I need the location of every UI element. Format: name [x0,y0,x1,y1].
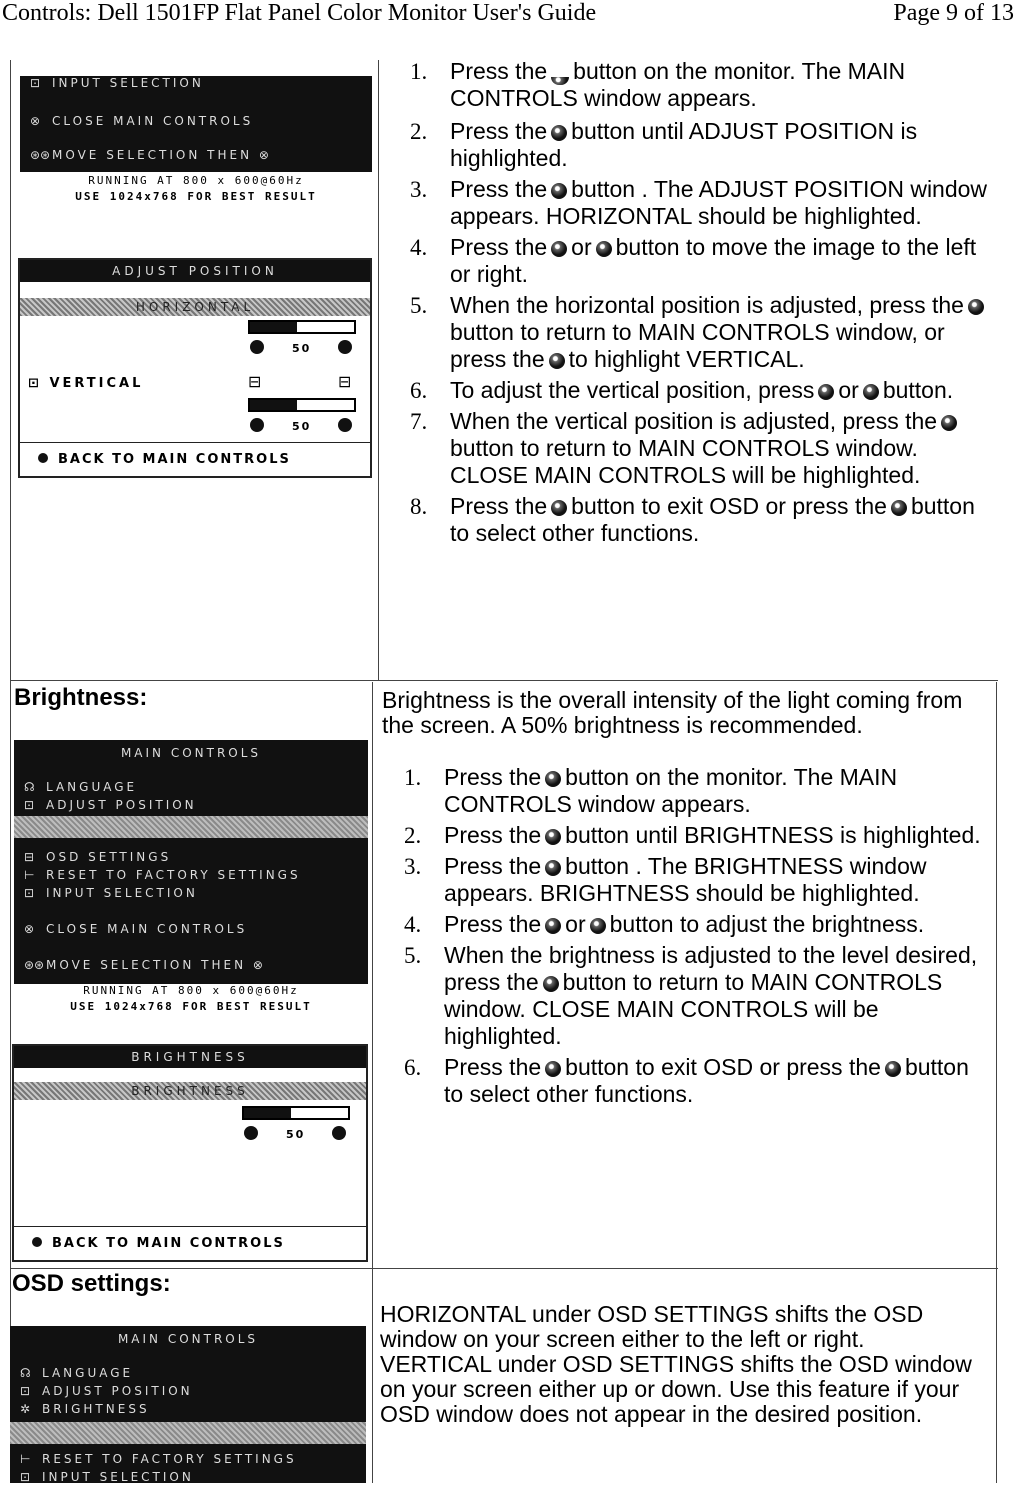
highlighted-item: BRIGHTNESS [14,1082,366,1100]
input-icon: ⊡ [20,1470,31,1484]
back-icon [32,1237,42,1247]
vertical-value: 50 [292,420,312,433]
vertical-label: ⊡ VERTICAL [28,376,144,391]
right-button-icon [590,918,606,934]
resolution-caption: RUNNING AT 800 x 600@60Hz [88,174,304,187]
close-icon: ⊗ [24,922,35,936]
resolution-caption: RUNNING AT 800 x 600@60Hz [83,984,299,997]
menu-button-icon [543,976,559,992]
row-divider [10,1268,998,1269]
menu-button-icon [551,77,569,85]
osd-row: ⊟ OSD SETTINGS [24,850,172,864]
horizontal-value: 50 [292,342,312,355]
list-item: 1. Press the button on the monitor. The MAIN CONTROLS window appears. [410,58,906,111]
list-item: 3. Press the button . The ADJUST POSITION window appears. HORIZONTAL should be highlighted. [410,176,988,229]
left-button-icon [818,384,834,400]
minus-button-icon [250,418,264,432]
brightness-value: 50 [286,1128,306,1141]
osd-highlight-row [10,1422,366,1444]
left-button-icon [545,918,561,934]
doc-title: Controls: Dell 1501FP Flat Panel Color Monitor User's Guide [2,0,597,26]
down-button-icon [551,125,567,141]
osd-settings-heading: OSD settings: [12,1270,171,1297]
menu-button-icon [968,299,984,315]
list-item: 5. When the brightness is adjusted to the level desired, press the button to return to MAIN CONTROLS window. CLOSE MAIN CONTROLS will be highlighted. [404,942,978,1049]
back-to-main-controls: BACK TO MAIN CONTROLS [38,452,291,467]
left-button-icon [551,241,567,257]
brightness-osd-main-controls [14,740,368,984]
table-border-left [10,60,11,1483]
minus-button-icon [250,340,264,354]
osd-highlight-row [14,816,368,838]
osd-row: ⊡ INPUT SELECTION [30,76,204,90]
osd-settings-description: HORIZONTAL under OSD SETTINGS shifts the OSD window on your screen either to the left or right. VERTICAL under OSD SETTINGS shifts the OSD window on your screen either up or down. Use this feature if your OSD window does not appear in the desired position. [380,1301,972,1427]
osd-row: ✲ BRIGHTNESS [20,1402,150,1416]
brightness-intro: Brightness is the overall intensity of the light coming from the screen. A 50% brightness is recommended. [382,687,963,738]
list-item: 3. Press the button . The BRIGHTNESS window appears. BRIGHTNESS should be highlighted. [404,853,927,906]
table-divider [378,60,379,680]
divider [20,442,370,443]
up-icon: ⊟ [338,372,352,391]
osd-main-controls-fragment [20,76,372,172]
slider-fill [244,1108,291,1118]
osd-row: ⊡ ADJUST POSITION [20,1384,193,1398]
menu-button-icon [545,860,561,876]
list-item: 6. To adjust the vertical position, press or button. [410,377,954,403]
arrows-icon: ⊛⊛ [30,148,51,162]
panel-title: ADJUST POSITION [20,260,370,282]
divider [14,1226,366,1227]
reset-icon: ⊢ [24,868,35,882]
brightness-slider[interactable] [242,1106,350,1120]
up-button-icon [891,500,907,516]
list-item: 5. When the horizontal position is adjusted, press thebutton to return to MAIN CONTROLS window, or press the to highlight VERTICAL. [450,292,990,373]
list-item: 2. Press the button until ADJUST POSITION is highlighted. [410,118,918,171]
position-icon: ⊡ [20,1384,31,1398]
down-icon: ⊟ [248,372,262,391]
list-item: 1. Press the button on the monitor. The MAIN CONTROLS window appears. [404,764,898,817]
slider-fill [250,322,297,332]
right-button-icon [863,384,879,400]
language-icon: ☊ [24,780,35,794]
page-number: Page 9 of 13 [893,0,1014,26]
menu-button-icon [545,1061,561,1077]
plus-button-icon [338,418,352,432]
select-icon: ⊗ [252,958,266,972]
list-item: 8. Press the button to exit OSD or press the button to select other functions. [410,493,975,546]
osd-row: ⊗ CLOSE MAIN CONTROLS [24,922,248,936]
osd-title: MAIN CONTROLS [117,1332,259,1346]
list-item: 2. Press the button until BRIGHTNESS is highlighted. [404,822,981,848]
row-divider [10,680,998,681]
panel-title: BRIGHTNESS [14,1046,366,1068]
brightness-steps [404,764,992,1112]
osd-row: ⊡ INPUT SELECTION [24,886,198,900]
back-icon [38,453,48,463]
resolution-hint: USE 1024x768 FOR BEST RESULT [75,190,317,203]
plus-button-icon [332,1126,346,1140]
vertical-icon: ⊡ [28,376,42,391]
back-to-main-controls: BACK TO MAIN CONTROLS [32,1236,285,1251]
adjust-position-steps [410,58,990,551]
table-divider [372,682,373,1483]
osd-row: ☊ LANGUAGE [20,1366,134,1380]
osd-row: ⊢ RESET TO FACTORY SETTINGS [20,1452,297,1466]
vertical-slider[interactable] [248,398,356,412]
highlighted-item: HORIZONTAL [20,298,370,316]
language-icon: ☊ [20,1366,31,1380]
input-icon: ⊡ [30,76,41,90]
list-item: 6. Press the button to exit OSD or press the button to select other functions. [404,1054,969,1107]
osd-row: ⊛⊛ MOVE SELECTION THEN ⊗ [30,148,272,162]
list-item: 4. Press the or button to adjust the brightness. [404,911,925,937]
osd-title: MAIN CONTROLS [120,746,262,760]
slider-fill [250,400,297,410]
select-icon: ⊗ [258,148,272,162]
osd-settings-main-controls [10,1326,366,1483]
brightness-panel [12,1044,368,1262]
osd-row: ⊗ CLOSE MAIN CONTROLS [30,114,254,128]
list-item: 7. When the vertical position is adjusted, press thebutton to return to MAIN CONTROLS window. CLOSE MAIN CONTROLS will be highlighted. [450,408,990,489]
menu-button-icon [545,771,561,787]
up-button-icon [885,1061,901,1077]
right-button-icon [596,241,612,257]
down-button-icon [545,829,561,845]
input-icon: ⊡ [24,886,35,900]
osd-row: ⊛⊛ MOVE SELECTION THEN ⊗ [24,958,266,972]
down-button-icon [549,353,565,369]
reset-icon: ⊢ [20,1452,31,1466]
arrows-icon: ⊛⊛ [24,958,45,972]
plus-button-icon [338,340,352,354]
menu-button-icon [941,415,957,431]
osd-settings-icon: ⊟ [24,850,35,864]
brightness-icon: ✲ [20,1402,31,1416]
position-icon: ⊡ [24,798,35,812]
osd-row: ⊢ RESET TO FACTORY SETTINGS [24,868,301,882]
resolution-hint: USE 1024x768 FOR BEST RESULT [70,1000,312,1013]
brightness-heading: Brightness: [14,684,148,711]
horizontal-slider[interactable] [248,320,356,334]
adjust-position-panel [18,258,372,478]
close-icon: ⊗ [30,114,41,128]
menu-button-icon [551,500,567,516]
osd-row: ⊡ INPUT SELECTION [20,1470,194,1484]
menu-button-icon [551,183,567,199]
osd-row: ☊ LANGUAGE [24,780,138,794]
list-item: 4. Press the or button to move the image to the left or right. [410,234,977,287]
minus-button-icon [244,1126,258,1140]
table-border-right [996,682,997,1483]
osd-row: ⊡ ADJUST POSITION [24,798,197,812]
